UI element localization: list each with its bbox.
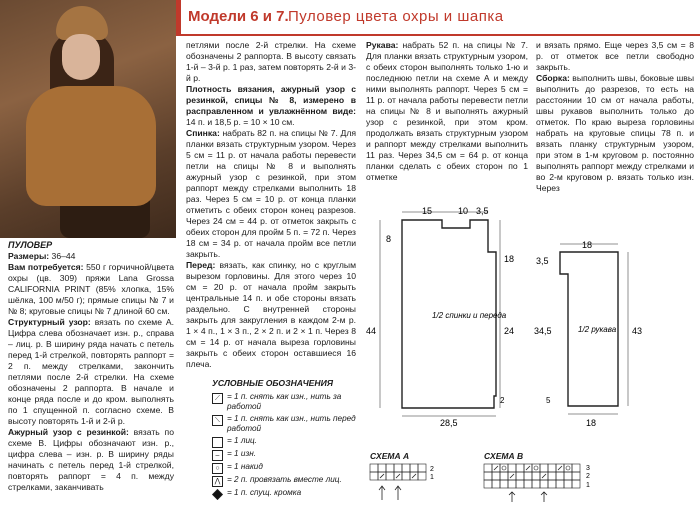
legend-label: = 1 п. снять как изн., нить за работой <box>227 391 342 412</box>
sleeve-text: набрать 52 п. на спицы № 7. Для планки вязать структурным узором, с обеих сторон выполнять только 1-ю и последнюю петли на схеме А и между ними выполнять раппорт. Через 5 см = 11 р. от начала работы перевести петли на спицы № 8 и выполнять ажурный узор с резинкой, при этом кром. продолжать вязать структурным узором и раппорт между стрелками выполнить 11 раз. Через 34,5 см = 64 р. от конца планки сделать с обеих сторон по 1 отметке <box>366 40 529 182</box>
right-column-a <box>366 40 528 183</box>
legend-row-slip-front <box>212 414 360 435</box>
dim-label: 28,5 <box>440 418 458 428</box>
schema-cell <box>500 472 508 480</box>
schema-b-chart <box>482 462 602 506</box>
dim-label: 18 <box>504 254 515 264</box>
dim-label: 44 <box>366 326 377 336</box>
dim-label: 18 <box>586 418 597 428</box>
schema-cell <box>402 472 410 480</box>
need-label: Вам потребуется: <box>8 262 84 272</box>
schema-cell <box>564 480 572 488</box>
back-paragraph <box>186 128 356 260</box>
right-b-p1: и вязать прямо. Еще через 3,5 см = 8 р. от отметок все петли свободно закрыть. <box>536 40 694 72</box>
legend <box>212 378 360 501</box>
dim-label: 5 <box>546 396 551 405</box>
sleeve-label: Рукава: <box>366 40 399 50</box>
back-label: Спинка: <box>186 128 220 138</box>
need-paragraph <box>8 262 174 317</box>
legend-row-yarn-over <box>212 462 360 474</box>
header-title: Пуловер цвета охры и шапка <box>288 8 504 25</box>
piece-label: 1/2 спинки и переда <box>432 311 507 320</box>
header-bar <box>176 0 181 34</box>
section-heading: ПУЛОВЕР <box>8 240 53 250</box>
assembly-label: Сборка: <box>536 73 570 83</box>
schema-yarn-over <box>534 466 538 470</box>
header-models: Модели 6 и 7. <box>188 8 289 25</box>
sizes-paragraph <box>8 251 174 262</box>
dim-label: 3,5 <box>476 206 489 216</box>
schema-cell <box>548 472 556 480</box>
schema-cell <box>484 464 492 472</box>
legend-label: = 1 лиц. <box>227 435 258 445</box>
dim-label: 15 <box>422 206 433 216</box>
front-label: Перед: <box>186 260 216 270</box>
piece-label: 1/2 рукава <box>578 325 617 334</box>
schema-cell <box>370 472 378 480</box>
sleeve-paragraph <box>366 40 528 183</box>
schema-a-chart <box>368 462 458 506</box>
front-paragraph <box>186 260 356 370</box>
schema-cell <box>370 464 378 472</box>
dim-label: 8 <box>386 234 392 244</box>
schema-arrow <box>395 486 401 500</box>
openwork-paragraph <box>8 427 174 493</box>
left-column <box>8 240 174 493</box>
schema-cell <box>516 472 524 480</box>
photo-sweater <box>26 86 156 206</box>
schema-cell <box>564 464 572 472</box>
schema-a-label: СХЕМА А <box>370 451 410 461</box>
schema-cell <box>394 464 402 472</box>
struct-paragraph <box>8 317 174 427</box>
density-label: Плотность вязания, ажурный узор с резинкой, спицы № 8, измерено в расправленном и увлажнённом виде: <box>186 84 356 116</box>
schema-cell <box>532 480 540 488</box>
schema-b-label: СХЕМА В <box>484 451 524 461</box>
schema-cell <box>540 464 548 472</box>
dim-label: 34,5 <box>534 326 552 336</box>
schema-cell <box>402 464 410 472</box>
legend-label: = 1 п. спущ. кромка <box>227 487 302 497</box>
legend-label: = 1 п. снять как изн., нить перед работой <box>227 413 356 434</box>
schema-cell <box>572 464 580 472</box>
schema-cell <box>532 464 540 472</box>
schema-row-number: 1 <box>430 474 434 481</box>
schema-cell <box>410 464 418 472</box>
schema-cell <box>484 472 492 480</box>
pattern-diagrams <box>360 200 700 430</box>
schema-arrow <box>541 492 547 502</box>
sizes-value: 36–44 <box>51 251 76 261</box>
slip-front-icon: ⟍ <box>212 415 223 426</box>
schema-cell <box>500 464 508 472</box>
schema-cell <box>548 480 556 488</box>
schema-cell <box>548 464 556 472</box>
struct-label: Структурный узор: <box>8 317 91 327</box>
schema-cell <box>378 464 386 472</box>
photo-face <box>62 34 100 80</box>
legend-label: = 1 накид <box>227 461 263 471</box>
legend-label: = 2 п. провязать вместе лиц. <box>227 474 342 484</box>
schema-yarn-over <box>502 466 506 470</box>
schema-cell <box>386 464 394 472</box>
openwork-label: Ажурный узор с резинкой: <box>8 427 129 437</box>
k2tog-icon: ⋀ <box>212 476 223 487</box>
schema-cell <box>572 472 580 480</box>
schema-cell <box>556 480 564 488</box>
density-text: 14 п. и 18,5 р. = 10 × 10 см. <box>186 117 295 127</box>
openwork-text: вязать по схеме В. Цифры обозначают изн. р., цифра слева – изн. р. В ширину ряды начинать с петель перед 1-й стрелкой, повторять раппорт = 4 п. между стрелками, заканчивать <box>8 427 174 492</box>
legend-label: = 1 изн. <box>227 448 257 458</box>
schema-row-number: 2 <box>430 466 434 473</box>
mid-p1: петлями после 2-й стрелки. На схеме обозначены 2 раппорта. В высоту связать 1-й – 3-й р. 1 раз, затем повторять 2-й и 3-й р. <box>186 40 356 83</box>
schema-arrow <box>509 492 515 502</box>
need-text: 550 г горчичной/цвета охры (цв. 309) пряжи Lana Grossa CALIFORNIA PRINT (85% хлопка, 15% шёлка, 100 м/50 г); прямые спицы № 7 и № 8; круговые спицы № 7 длиной 60 см. <box>8 262 175 316</box>
purl-icon: – <box>212 450 223 461</box>
schema-cell <box>418 464 426 472</box>
dim-label: 3,5 <box>536 256 549 266</box>
sizes-label: Размеры: <box>8 251 50 261</box>
dim-label: 18 <box>582 240 593 250</box>
yarn-over-icon: ○ <box>212 463 223 474</box>
schema-arrow <box>379 486 385 500</box>
assembly-paragraph <box>536 73 694 194</box>
schema-b-grid <box>484 464 580 488</box>
right-column-b <box>536 40 694 194</box>
middle-column <box>186 40 356 370</box>
legend-title: УСЛОВНЫЕ ОБОЗНАЧЕНИЯ <box>212 378 334 388</box>
schema-cell <box>564 472 572 480</box>
schema-cell <box>524 472 532 480</box>
schema-slip-mark <box>380 474 416 478</box>
back-text: набрать 82 п. на спицы № 7. Для планки вязать структурным узором. Через 5 см = 11 р. от начала работы перевести петли на спицы № 8 и выполнять ажурный узор с резинкой, при этом раппорт между стрелками выполнить 18 раз. Через 5 см = 10 р. от конца планки отметить с обеих сторон конец разрезов. Через 24 см = 44 р. от отметок закрыть с обеих сторон для пройм 5 п. = 72 п. Через 18 см = 34 р. от начала пройм все петли закрыть. <box>186 128 356 259</box>
dim-label: 43 <box>632 326 643 336</box>
selvage-icon <box>212 489 223 500</box>
schema-cell <box>516 464 524 472</box>
schema-row-number: 3 <box>586 465 590 472</box>
schema-cell <box>524 480 532 488</box>
schema-cell <box>492 472 500 480</box>
knit-icon <box>212 437 223 448</box>
model-photo <box>0 0 176 238</box>
schema-cell <box>516 480 524 488</box>
page-header <box>176 0 700 36</box>
struct-text: вязать по схеме А. Цифра слева обозначает изн. р., справа – лиц. р. В ширину ряда начать с петель перед 1-й стрелкой, повторять раппорт = 2 п. между стрелками, закончить петлями после 2-й стрелки. На схеме обозначены 2 раппорта. В начале и конце ряда после и до кром. выполнять по 1 спущенной п. согласно схеме. В высоту повторять 1-й и 2-й р. <box>8 317 175 426</box>
schema-cell <box>492 480 500 488</box>
legend-row-slip-back <box>212 392 360 413</box>
schema-cell <box>508 480 516 488</box>
density-paragraph <box>186 84 356 128</box>
dim-label: 2 <box>500 396 505 405</box>
schema-cell <box>386 472 394 480</box>
legend-row-k2tog <box>212 475 360 487</box>
assembly-text: выполнить швы, боковые швы выполнить до разрезов, то есть на расстоянии 10 см от начала работы, швы рукавов выполнить только до отметок. По краю выреза горловины набрать на круговые спицы 78 п. и вязать планку структурным узором, при этом в 1-м круговом р. постоянно выполнять раппорт между стрелками и во 2-м круговом р. вязать только изн. Через <box>536 73 694 193</box>
schema-cell <box>484 480 492 488</box>
dim-label: 24 <box>504 326 515 336</box>
schema-cell <box>500 480 508 488</box>
schema-cell <box>556 472 564 480</box>
schema-yarn-over <box>566 466 570 470</box>
slip-back-icon: ⟋ <box>212 393 223 404</box>
schema-cell <box>572 480 580 488</box>
front-text: вязать, как спинку, но с круглым вырезом горловины. Для этого через 10 см = 20 р. от начала пройм закрыть центральные 14 п. и обе стороны вязать раздельно. С внутренней стороны закрыть для закругления в каждом 2-м р. 1 × 4 п., 1 × 3 п., 2 × 2 п. и 2 × 1 п. Через 8 см = 14 р. от начала выреза горловины закрыть с обеих сторон оставшиеся 16 плеча. <box>186 260 357 369</box>
legend-row-knit <box>212 436 360 448</box>
schema-cell <box>540 480 548 488</box>
schema-row-number: 1 <box>586 482 590 489</box>
schema-cell <box>418 472 426 480</box>
dim-label: 10 <box>458 206 469 216</box>
schema-cell <box>532 472 540 480</box>
schema-cell <box>508 464 516 472</box>
schema-row-number: 2 <box>586 473 590 480</box>
legend-row-selvage <box>212 488 360 500</box>
legend-row-purl <box>212 449 360 461</box>
